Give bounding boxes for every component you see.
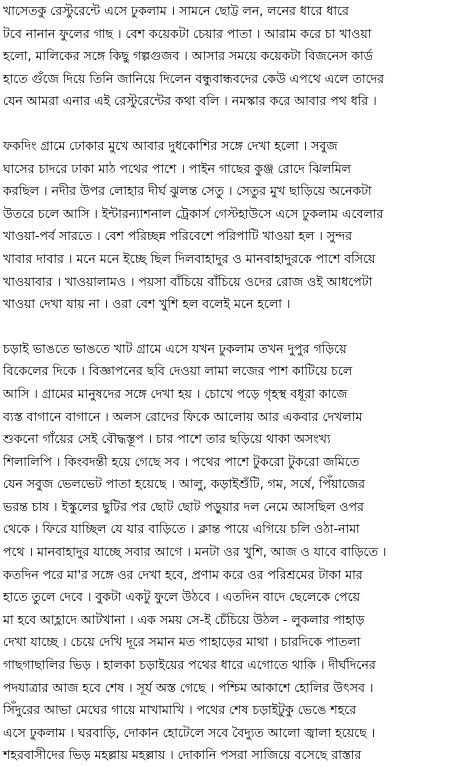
text-line: হাতে গুঁজে দিয়ে তিনি জানিয়ে দিলেন বন্ধুবান্ধবদের কেউ এপথে এলে তাদের bbox=[3, 70, 385, 86]
text-line: খাবার দাবার । মনে মনে ইচ্ছে ছিল দিলবাহাদুর ও মানবাহাদুরকে পাশে বসিয়ে bbox=[3, 250, 376, 266]
text-line: ফকদিং গ্রামে ঢোকার মুখে আবার দুধকোশির সঙ্গে দেখা হলো । সবুজ bbox=[3, 137, 338, 153]
text-line: দেখা যাচ্ছে । চেয়ে দেখি দূরে সমান মত পাহাড়ের মাথা । চারদিকে পাতলা bbox=[3, 634, 361, 650]
text-line: পথে । মানবাহাদুর যাচ্ছে সবার আগে । মনটা ওর খুশি, আজ ও যাবে বাড়িতে । bbox=[3, 544, 387, 560]
text-line: মা হবে আহ্লাদে আটখানা । এক সময় সে-ই চেঁচিয়ে উঠল - লুকলার পাহাড় bbox=[3, 611, 365, 627]
text-line: ভরন্ত চাষ । ইস্কুলের ছুটির পর ছোট ছোট পড়ুয়ার দল নেমে আসছিল ওপর bbox=[3, 498, 364, 514]
paragraph-phakding bbox=[3, 135, 453, 316]
text-line: করছিল । নদীর উপর লোহার দীর্ঘ ঝুলন্ত সেতু । সেতুর মুখ ছাড়িয়ে অনেকটা bbox=[3, 183, 372, 199]
paragraph-restaurant bbox=[3, 0, 453, 113]
text-line: যেন সবুজ ভেলভেট পাতা হয়েছে । আলু, কড়াইশুঁটি, গম, সর্ষে, পিঁয়াজের bbox=[3, 476, 366, 492]
text-line: হাতে তুলে দেবে । বুকটা একটু ফুলে উঠবে । এতদিন বাদে ছেলেকে পেয়ে bbox=[3, 589, 360, 605]
paragraph-lukla bbox=[3, 338, 453, 767]
text-line: চড়াই ভাঙতে ভাঙতে খাট গ্রামে এসে যখন ঢুকলাম তখন দুপুর গড়িয়ে bbox=[3, 340, 347, 356]
text-line: খাওয়াবার । খাওয়ালামও । পয়সা বাঁচিয়ে বাঁচিয়ে ওদের রোজ ওই আধপেটা bbox=[3, 273, 373, 289]
paragraph-gap bbox=[3, 113, 453, 135]
text-line: শিলালিপি । কিংবদন্তী হয়ে গেছে সব । পথের পাশে টুকরো টুকরো জমিতে bbox=[3, 453, 360, 469]
text-line: পদযাত্রার আজ হবে শেষ । সূর্য অস্ত গেছে । পশ্চিম আকাশে হোলির উৎসব । bbox=[3, 679, 374, 695]
text-line: সিঁদুরের আভা মেঘের গায়ে মাখামাখি । পথের শেষ চড়াইটুকু ভেঙে শহরে bbox=[3, 702, 357, 718]
text-line: গাছগাছালির ভিড় । হালকা চড়াইয়ের পথের ধারে এগোতে থাকি । দীর্ঘদিনের bbox=[3, 657, 376, 673]
paragraph-gap bbox=[3, 316, 453, 338]
text-line: খাওয়া-পর্ব সারতে । বেশ পরিচ্ছন্ন পরিবেশে পরিপাটি খাওয়া হল । সুন্দর bbox=[3, 228, 352, 244]
text-line: কতদিন পরে মা'র সঙ্গে ওর দেখা হবে, প্রণাম করে ওর পরিশ্রমের টাকা মার bbox=[3, 566, 363, 582]
text-line: আসি । গ্রামের মানুষদের সঙ্গে দেখা হয় । চোখে পড়ে গৃহস্থ বধূরা কাজে bbox=[3, 385, 348, 401]
text-line: শহরবাসীদের ভিড় মহল্লায় মহল্লায় । দোকানি পসরা সাজিয়ে বসেছে রাস্তার bbox=[3, 747, 362, 763]
text-line: টবে নানান ফুলের গাছ । বেশ কয়েকটা চেয়ার পাতা । আরাম করে চা খাওয়া bbox=[3, 25, 372, 41]
text-line: এসে ঢুকলাম । ঘরবাড়ি, দোকান হোটেলে সবে বৈদ্যুত আলো জ্বালা হয়েছে । bbox=[3, 724, 376, 740]
text-line: বিকেলের দিকে । বিজ্ঞাপনের ছবি দেওয়া লামা লজের পাশ কাটিয়ে চলে bbox=[3, 363, 353, 379]
text-line: খাওয়া দেখা যায় না । ওরা বেশ খুশি হল বলেই মনে হলো । bbox=[3, 296, 291, 312]
text-line: খাসেতকু রেস্টুরেন্টে এসে ঢুকলাম । সামনে ছোট্ট লন, লনের ধারে ধারে bbox=[3, 3, 349, 18]
text-line: উতরে চলে আসি । ইন্টারন্যাশনাল ট্রেকার্স গেস্টহাউসে এসে ঢুকলাম এবেলার bbox=[3, 205, 384, 221]
text-line: থেকে । ফিরে যাচ্ছিল যে যার বাড়িতে । ক্লান্ত পায়ে এগিয়ে চলি ওঠা-নামা bbox=[3, 521, 360, 537]
text-line: ঘাসের চাদরে ঢাকা মাঠ পথের পাশে । পাইন গাছের কুঞ্জ রোদে ঝিলমিল bbox=[3, 160, 351, 176]
text-line: ব্যস্ত বাগানে বাগানে । অলস রোদের ফিকে আলোয় আর একবার দেখলাম bbox=[3, 408, 363, 424]
text-line: হলো, মালিকের সঙ্গে কিছু গল্পগুজব । আসার সময়ে কয়েকটা বিজনেস কার্ড bbox=[3, 48, 373, 64]
text-line: শুকনো গাঁয়ের সেই বৌদ্ধস্তূপ । চার পাশে তার ছড়িয়ে থাকা অসংখ্য bbox=[3, 431, 331, 447]
text-line: যেন আমরা এনার এই রেস্টুরেন্টের কথা বলি । নমস্কার করে আবার পথ ধরি । bbox=[3, 93, 377, 109]
